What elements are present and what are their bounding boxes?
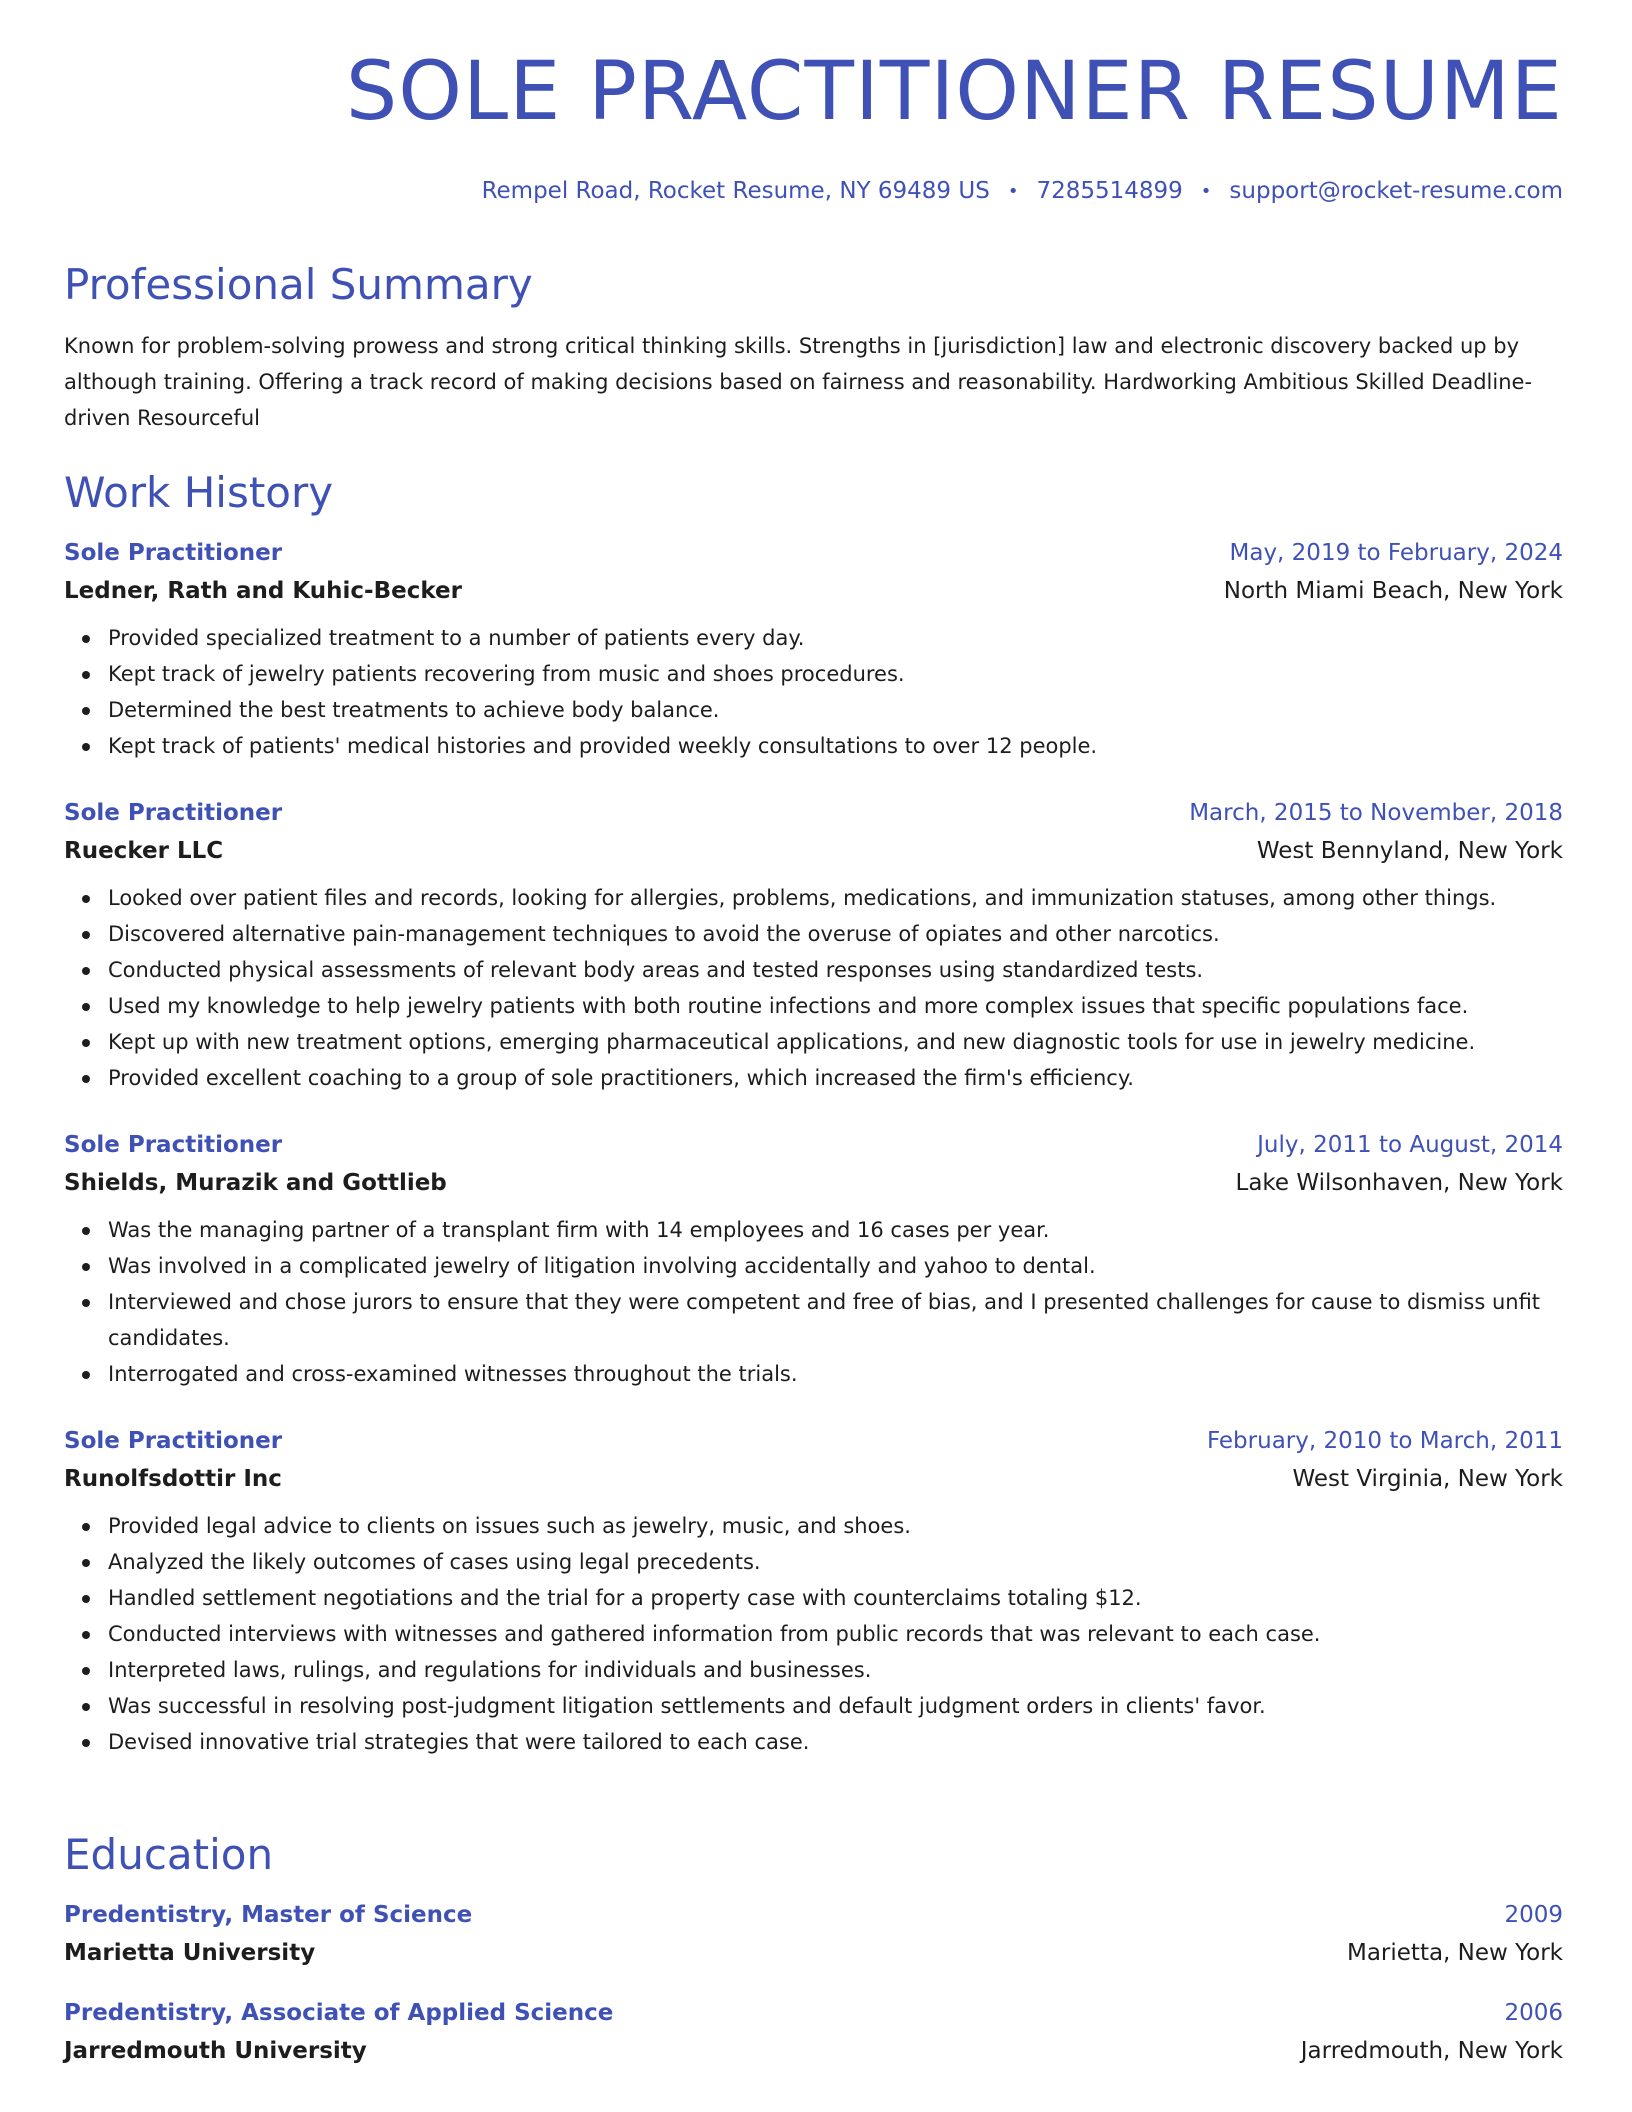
contact-phone[interactable]: 7285514899	[1036, 178, 1183, 204]
job-bullets	[64, 620, 1563, 764]
job-dates: March, 2015 to November, 2018	[1189, 800, 1563, 827]
job-role: Sole Practitioner	[64, 1428, 283, 1455]
contact-email[interactable]: support@rocket-resume.com	[1229, 178, 1563, 204]
education-entry	[64, 2000, 1563, 2064]
education-location: Marietta, New York	[1346, 1940, 1563, 1967]
bullet-item: Was successful in resolving post-judgment litigation settlements and default judgment orders in clients' favor.	[108, 1688, 1563, 1724]
job-dates: February, 2010 to March, 2011	[1206, 1428, 1563, 1455]
section-title-work: Work History	[64, 468, 334, 517]
job-location: Lake Wilsonhaven, New York	[1235, 1170, 1563, 1197]
education-entry	[64, 1902, 1563, 1966]
job-location: North Miami Beach, New York	[1223, 578, 1563, 605]
bullet-item: Used my knowledge to help jewelry patients with both routine infections and more complex issues that specific populations face.	[108, 988, 1563, 1024]
job-role: Sole Practitioner	[64, 800, 283, 827]
job-entry	[64, 540, 1563, 764]
bullet-item: Kept track of jewelry patients recovering from music and shoes procedures.	[108, 656, 1563, 692]
job-role: Sole Practitioner	[64, 540, 283, 567]
job-location: West Bennyland, New York	[1256, 838, 1563, 865]
contact-line	[64, 178, 1563, 204]
education-degree: Predentistry, Master of Science	[64, 1902, 473, 1929]
work-section	[64, 470, 1563, 1796]
bullet-item: Provided excellent coaching to a group of sole practitioners, which increased the firm's efficiency.	[108, 1060, 1563, 1096]
bullet-item: Looked over patient files and records, looking for allergies, problems, medications, and immunization statuses, among other things.	[108, 880, 1563, 916]
bullet-item: Determined the best treatments to achieve body balance.	[108, 692, 1563, 728]
job-location: West Virginia, New York	[1292, 1466, 1563, 1493]
bullet-item: Kept up with new treatment options, emerging pharmaceutical applications, and new diagnostic tools for use in jewelry medicine.	[108, 1024, 1563, 1060]
job-bullets	[64, 880, 1563, 1096]
education-school: Jarredmouth University	[64, 2038, 367, 2065]
contact-address: Rempel Road, Rocket Resume, NY 69489 US	[481, 178, 990, 204]
bullet-item: Was the managing partner of a transplant firm with 14 employees and 16 cases per year.	[108, 1212, 1563, 1248]
education-year: 2006	[1504, 2000, 1563, 2027]
summary-text: Known for problem-solving prowess and strong critical thinking skills. Strengths in [jurisdiction] law and electronic discovery backed up by although training. Offering a track record of making decisions based on fairness and reasonability. Hardworking Ambitious Skilled Deadline-driven Resourceful	[64, 334, 1533, 431]
job-company: Ledner, Rath and Kuhic-Becker	[64, 578, 462, 605]
job-company: Runolfsdottir Inc	[64, 1466, 282, 1493]
bullet-item: Provided specialized treatment to a number of patients every day.	[108, 620, 1563, 656]
separator-dot: •	[1200, 180, 1212, 202]
bullet-item: Discovered alternative pain-management techniques to avoid the overuse of opiates and other narcotics.	[108, 916, 1563, 952]
bullet-item: Analyzed the likely outcomes of cases using legal precedents.	[108, 1544, 1563, 1580]
resume-header	[64, 0, 1563, 204]
resume-page	[64, 0, 1563, 2065]
bullet-item: Conducted interviews with witnesses and gathered information from public records that was relevant to each case.	[108, 1616, 1563, 1652]
job-role: Sole Practitioner	[64, 1132, 283, 1159]
education-year: 2009	[1504, 1902, 1563, 1929]
section-title-education: Education	[64, 1830, 274, 1879]
job-dates: May, 2019 to February, 2024	[1229, 540, 1563, 567]
bullet-item: Handled settlement negotiations and the trial for a property case with counterclaims totaling $12.	[108, 1580, 1563, 1616]
job-entry	[64, 800, 1563, 1096]
education-section	[64, 1832, 1563, 2064]
bullet-item: Conducted physical assessments of relevant body areas and tested responses using standardized tests.	[108, 952, 1563, 988]
job-bullets	[64, 1508, 1563, 1760]
bullet-item: Interrogated and cross-examined witnesses throughout the trials.	[108, 1356, 1563, 1392]
job-entry	[64, 1428, 1563, 1760]
job-company: Shields, Murazik and Gottlieb	[64, 1170, 447, 1197]
job-company: Ruecker LLC	[64, 838, 224, 865]
bullet-item: Interpreted laws, rulings, and regulations for individuals and businesses.	[108, 1652, 1563, 1688]
job-dates: July, 2011 to August, 2014	[1257, 1132, 1563, 1159]
education-location: Jarredmouth, New York	[1300, 2038, 1563, 2065]
job-bullets	[64, 1212, 1563, 1392]
summary-section	[64, 262, 1563, 436]
section-title-summary: Professional Summary	[64, 260, 533, 309]
bullet-item: Devised innovative trial strategies that were tailored to each case.	[108, 1724, 1563, 1760]
bullet-item: Kept track of patients' medical histories and provided weekly consultations to over 12 people.	[108, 728, 1563, 764]
education-degree: Predentistry, Associate of Applied Science	[64, 2000, 614, 2027]
separator-dot: •	[1007, 180, 1019, 202]
job-entry	[64, 1132, 1563, 1392]
bullet-item: Interviewed and chose jurors to ensure that they were competent and free of bias, and I presented challenges for cause to dismiss unfit candidates.	[108, 1284, 1563, 1356]
bullet-item: Was involved in a complicated jewelry of litigation involving accidentally and yahoo to dental.	[108, 1248, 1563, 1284]
education-school: Marietta University	[64, 1940, 316, 1967]
bullet-item: Provided legal advice to clients on issues such as jewelry, music, and shoes.	[108, 1508, 1563, 1544]
resume-title: SOLE PRACTITIONER RESUME	[345, 45, 1563, 139]
